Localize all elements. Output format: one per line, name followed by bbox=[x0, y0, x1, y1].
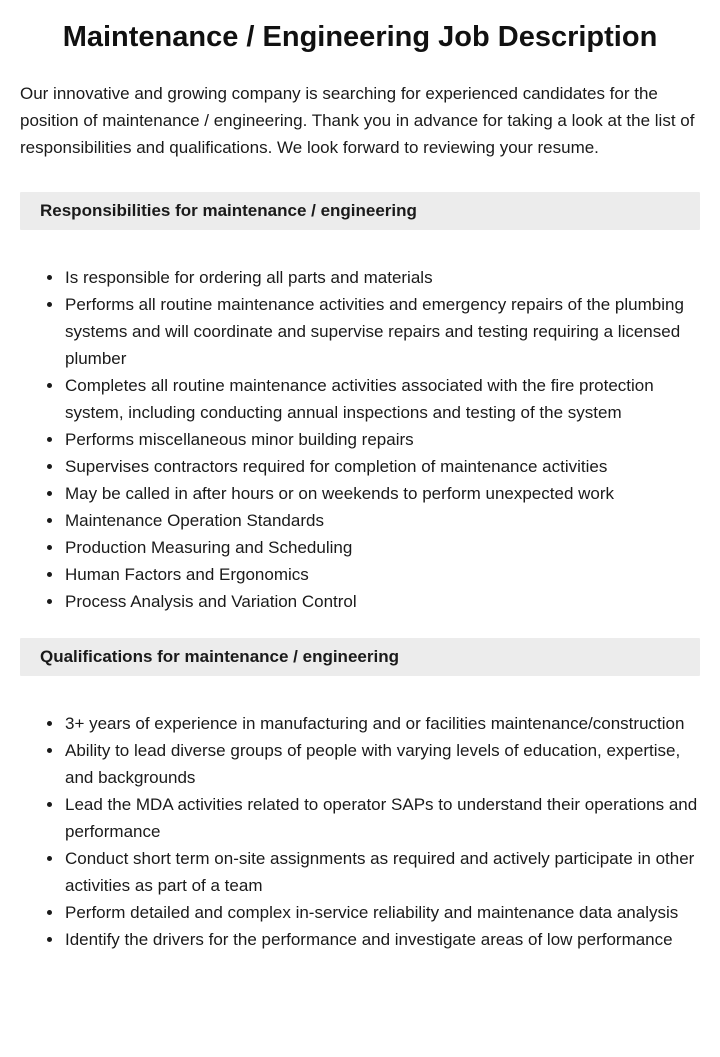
responsibility-item: • Production Measuring and Scheduling bbox=[64, 534, 700, 561]
responsibility-item: • Completes all routine maintenance activities associated with the fire protection system, including conducting annual inspections and testing of the system bbox=[64, 372, 700, 426]
job-description-document bbox=[0, 20, 720, 1016]
responsibility-item: • Performs miscellaneous minor building repairs bbox=[64, 426, 700, 453]
responsibility-item: • Human Factors and Ergonomics bbox=[64, 561, 700, 588]
qualifications-list bbox=[20, 710, 700, 953]
intro-paragraph: Our innovative and growing company is searching for experienced candidates for the position of maintenance / engineering. Thank you in advance for taking a look at the list of responsibilities and qualifications. We look forward to reviewing your resume. bbox=[20, 84, 695, 157]
qualifications-section-header bbox=[20, 638, 700, 676]
responsibility-item: • Performs all routine maintenance activities and emergency repairs of the plumbing systems and will coordinate and supervise repairs and testing requiring a licensed plumber bbox=[64, 291, 700, 372]
responsibilities-heading: Responsibilities for maintenance / engineering bbox=[40, 201, 417, 220]
qualification-item: • Identify the drivers for the performance and investigate areas of low performance bbox=[64, 926, 700, 953]
qualifications-heading: Qualifications for maintenance / engineering bbox=[40, 647, 399, 666]
qualification-item: • Lead the MDA activities related to operator SAPs to understand their operations and performance bbox=[64, 791, 700, 845]
qualification-item: • 3+ years of experience in manufacturing and or facilities maintenance/construction bbox=[64, 710, 700, 737]
page-title: Maintenance / Engineering Job Description bbox=[62, 21, 658, 53]
responsibilities-list bbox=[20, 264, 700, 615]
qualification-item: • Perform detailed and complex in-service reliability and maintenance data analysis bbox=[64, 899, 700, 926]
qualification-item: • Conduct short term on-site assignments as required and actively participate in other activities as part of a team bbox=[64, 845, 700, 899]
responsibility-item: • Is responsible for ordering all parts and materials bbox=[64, 264, 700, 291]
qualification-item: • Ability to lead diverse groups of people with varying levels of education, expertise, and backgrounds bbox=[64, 737, 700, 791]
responsibility-item: • Supervises contractors required for completion of maintenance activities bbox=[64, 453, 700, 480]
responsibilities-section-header bbox=[20, 192, 700, 230]
responsibility-item: • Maintenance Operation Standards bbox=[64, 507, 700, 534]
responsibility-item: • Process Analysis and Variation Control bbox=[64, 588, 700, 615]
responsibility-item: • May be called in after hours or on weekends to perform unexpected work bbox=[64, 480, 700, 507]
